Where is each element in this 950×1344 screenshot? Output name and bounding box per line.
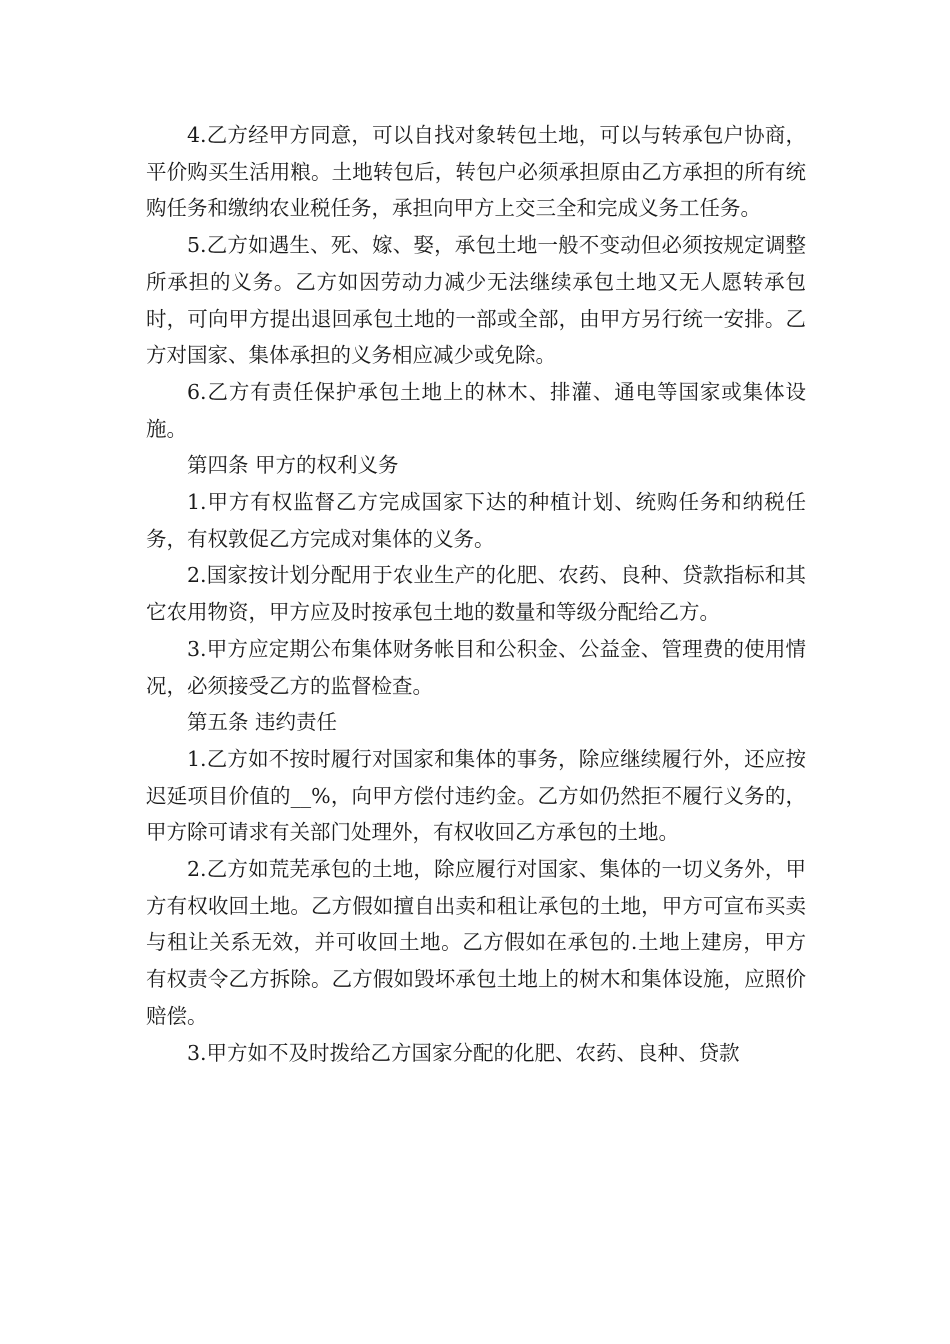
article-heading: 第四条 甲方的权利义务 bbox=[187, 453, 399, 478]
article-heading: 第五条 违约责任 bbox=[187, 710, 338, 735]
clause-item: 1.乙方如不按时履行对国家和集体的事务，除应继续履行外，还应按迟延项目价值的__%，向甲方偿付违约金。乙方如仍然拒不履行义务的，甲方除可请求有关部门处理外，有权收回乙方承包的土地。 bbox=[146, 746, 806, 845]
clause-item: 3.甲方应定期公布集体财务帐目和公积金、公益金、管理费的使用情况，必须接受乙方的监督检查。 bbox=[146, 636, 806, 698]
clause-item: 4.乙方经甲方同意，可以自找对象转包土地，可以与转承包户协商，平价购买生活用粮。土地转包后，转包户必须承担原由乙方承担的所有统购任务和缴纳农业税任务，承担向甲方上交三全和完成义务工任务。 bbox=[146, 123, 806, 221]
clause-item: 2.乙方如荒芜承包的土地，除应履行对国家、集体的一切义务外，甲方有权收回土地。乙方假如擅自出卖和租让承包的土地，甲方可宣布买卖与租让关系无效，并可收回土地。乙方假如在承包的.土地上建房，甲方有权责令乙方拆除。乙方假如毁坏承包土地上的树木和集体设施，应照价赔偿。 bbox=[146, 857, 806, 1028]
clause-item: 1.甲方有权监督乙方完成国家下达的种植计划、统购任务和纳税任务，有权敦促乙方完成对集体的义务。 bbox=[146, 490, 806, 551]
clause-item: 5.乙方如遇生、死、嫁、娶，承包土地一般不变动但必须按规定调整所承担的义务。乙方如因劳动力减少无法继续承包土地又无人愿转承包时，可向甲方提出退回承包土地的一部或全部，由甲方另行统一安排。乙方对国家、集体承担的义务相应减少或免除。 bbox=[146, 233, 806, 368]
clause-item: 2.国家按计划分配用于农业生产的化肥、农药、良种、贷款指标和其它农用物资，甲方应及时按承包土地的数量和等级分配给乙方。 bbox=[146, 563, 806, 625]
clause-item: 3.甲方如不及时拨给乙方国家分配的化肥、农药、良种、贷款 bbox=[187, 1040, 740, 1065]
document-body bbox=[146, 117, 806, 1071]
clause-item: 6.乙方有责任保护承包土地上的林木、排灌、通电等国家或集体设施。 bbox=[146, 379, 806, 441]
